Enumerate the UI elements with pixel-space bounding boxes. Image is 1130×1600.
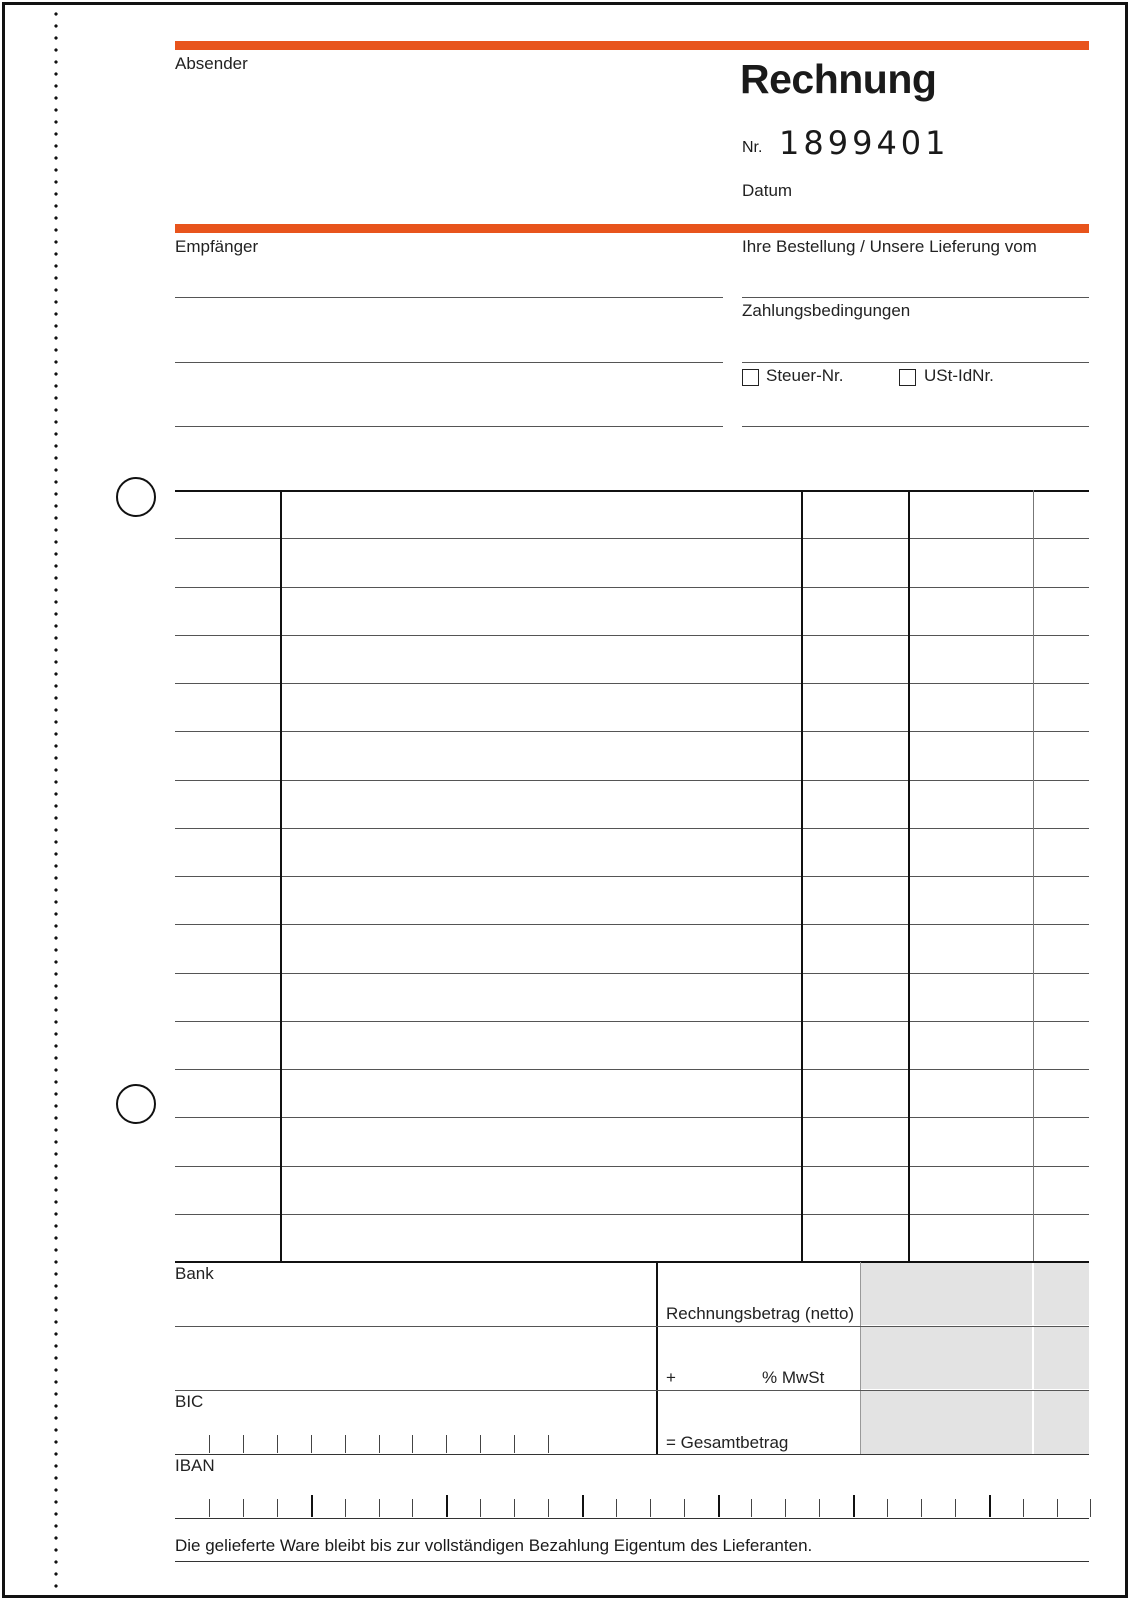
punch-hole-top — [116, 477, 156, 517]
character-tick — [819, 1499, 820, 1517]
gross-cents-cell[interactable] — [1034, 1391, 1089, 1454]
table-row[interactable] — [175, 828, 1089, 829]
order-line[interactable] — [742, 297, 1089, 298]
punch-hole-bottom — [116, 1084, 156, 1124]
table-row[interactable] — [175, 587, 1089, 588]
character-tick — [480, 1435, 481, 1453]
vat-cents-cell[interactable] — [1034, 1327, 1089, 1389]
table-row[interactable] — [175, 1069, 1089, 1070]
gross-amount-label: = Gesamtbetrag — [666, 1433, 789, 1452]
bank-line[interactable] — [175, 1326, 1089, 1327]
recipient-line-2[interactable] — [175, 362, 723, 363]
character-tick — [1090, 1499, 1091, 1517]
bic-label: BIC — [175, 1392, 204, 1411]
totals-divider — [656, 1262, 658, 1454]
table-row[interactable] — [175, 635, 1089, 636]
table-row[interactable] — [175, 1117, 1089, 1118]
character-tick — [243, 1499, 244, 1517]
invoice-number-label: Nr. — [742, 139, 763, 156]
vat-amount-cell[interactable] — [861, 1327, 1032, 1389]
bank-label: Bank — [175, 1264, 214, 1283]
table-row[interactable] — [175, 973, 1089, 974]
character-tick — [684, 1499, 685, 1517]
character-tick — [209, 1499, 210, 1517]
character-tick — [718, 1495, 720, 1517]
invoice-number: 1899401 — [779, 124, 950, 162]
character-tick — [1057, 1499, 1058, 1517]
date-label: Datum — [742, 181, 793, 200]
recipient-line-3[interactable] — [175, 426, 723, 427]
iban-line[interactable] — [175, 1518, 1089, 1519]
vat-label: % MwSt — [762, 1368, 825, 1387]
character-tick — [921, 1499, 922, 1517]
character-tick — [887, 1499, 888, 1517]
character-tick — [785, 1499, 786, 1517]
table-row[interactable] — [175, 876, 1089, 877]
table-column-divider — [280, 490, 282, 1262]
orange-bar-top — [175, 41, 1089, 50]
footer-line — [175, 1561, 1089, 1562]
character-tick — [412, 1499, 413, 1517]
vat-id-label: USt-IdNr. — [924, 366, 994, 385]
vat-id-checkbox[interactable] — [899, 369, 916, 386]
tax-id-line[interactable] — [742, 426, 1089, 427]
recipient-line-1[interactable] — [175, 297, 723, 298]
character-tick — [446, 1495, 448, 1517]
character-tick — [548, 1435, 549, 1453]
table-row[interactable] — [175, 731, 1089, 732]
table-row[interactable] — [175, 780, 1089, 781]
recipient-label: Empfänger — [175, 237, 259, 256]
character-tick — [311, 1495, 313, 1517]
invoice-title: Rechnung — [740, 56, 937, 102]
payment-terms-line[interactable] — [742, 362, 1089, 363]
order-label: Ihre Bestellung / Unsere Lieferung vom — [742, 237, 1037, 256]
character-tick — [853, 1495, 855, 1517]
table-top-border — [175, 490, 1089, 492]
net-amount-cell[interactable] — [861, 1263, 1032, 1325]
character-tick — [345, 1499, 346, 1517]
character-tick — [345, 1435, 346, 1453]
table-row[interactable] — [175, 1166, 1089, 1167]
net-cents-cell[interactable] — [1034, 1263, 1089, 1325]
character-tick — [514, 1435, 515, 1453]
character-tick — [751, 1499, 752, 1517]
tax-number-checkbox[interactable] — [742, 369, 759, 386]
net-amount-label: Rechnungsbetrag (netto) — [666, 1304, 855, 1323]
table-row[interactable] — [175, 924, 1089, 925]
character-tick — [243, 1435, 244, 1453]
orange-bar-middle — [175, 224, 1089, 233]
character-tick — [989, 1495, 991, 1517]
table-row[interactable] — [175, 683, 1089, 684]
table-column-divider — [801, 490, 803, 1262]
iban-label: IBAN — [175, 1456, 215, 1475]
table-column-divider — [1033, 490, 1034, 1262]
character-tick — [446, 1435, 447, 1453]
bic-line[interactable] — [175, 1454, 1089, 1455]
character-tick — [548, 1499, 549, 1517]
payment-terms-label: Zahlungsbedingungen — [742, 301, 911, 320]
character-tick — [514, 1499, 515, 1517]
character-tick — [379, 1435, 380, 1453]
retention-of-title-note: Die gelieferte Ware bleibt bis zur vollständigen Bezahlung Eigentum des Lieferanten. — [175, 1536, 813, 1555]
character-tick — [480, 1499, 481, 1517]
character-tick — [1023, 1499, 1024, 1517]
character-tick — [650, 1499, 651, 1517]
character-tick — [955, 1499, 956, 1517]
character-tick — [209, 1435, 210, 1453]
character-tick — [582, 1495, 584, 1517]
character-tick — [277, 1435, 278, 1453]
character-tick — [379, 1499, 380, 1517]
character-tick — [412, 1435, 413, 1453]
character-tick — [277, 1499, 278, 1517]
character-tick — [616, 1499, 617, 1517]
sender-label: Absender — [175, 54, 248, 73]
vat-line[interactable] — [175, 1390, 1089, 1391]
table-row[interactable] — [175, 1214, 1089, 1215]
tax-number-label: Steuer-Nr. — [766, 366, 844, 385]
totals-divider — [860, 1262, 861, 1454]
table-row[interactable] — [175, 538, 1089, 539]
table-column-divider — [908, 490, 910, 1262]
plus-sign: + — [666, 1368, 676, 1387]
perforation-line — [54, 8, 58, 1593]
character-tick — [311, 1435, 312, 1453]
gross-amount-cell[interactable] — [861, 1391, 1032, 1454]
table-row[interactable] — [175, 1021, 1089, 1022]
